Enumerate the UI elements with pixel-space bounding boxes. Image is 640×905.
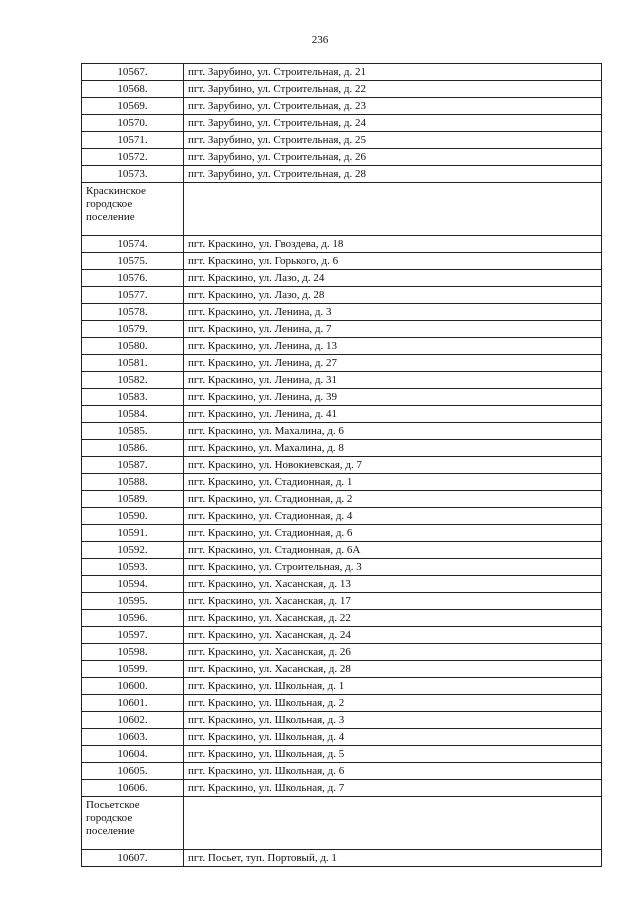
table-row: [82, 576, 602, 593]
row-number: 10595.: [82, 593, 184, 610]
row-address: пгт. Краскино, ул. Ленина, д. 13: [184, 338, 602, 355]
row-address: пгт. Краскино, ул. Хасанская, д. 22: [184, 610, 602, 627]
row-address: пгт. Краскино, ул. Школьная, д. 1: [184, 678, 602, 695]
table-row: [82, 372, 602, 389]
address-table-body: [82, 64, 602, 867]
table-row: [82, 406, 602, 423]
row-address: пгт. Зарубино, ул. Строительная, д. 24: [184, 115, 602, 132]
page-number: 236: [311, 34, 329, 46]
row-address: пгт. Посьет, туп. Портовый, д. 1: [184, 850, 602, 867]
table-row: [82, 149, 602, 166]
row-address: пгт. Краскино, ул. Гвоздева, д. 18: [184, 236, 602, 253]
row-address: пгт. Краскино, ул. Школьная, д. 7: [184, 780, 602, 797]
table-row: [82, 491, 602, 508]
row-address: пгт. Краскино, ул. Стадионная, д. 4: [184, 508, 602, 525]
row-address: пгт. Зарубино, ул. Строительная, д. 25: [184, 132, 602, 149]
row-number: 10596.: [82, 610, 184, 627]
row-number: 10576.: [82, 270, 184, 287]
table-row: [82, 746, 602, 763]
row-number: 10590.: [82, 508, 184, 525]
row-address: пгт. Краскино, ул. Хасанская, д. 24: [184, 627, 602, 644]
table-row: [82, 355, 602, 372]
row-address: пгт. Краскино, ул. Школьная, д. 3: [184, 712, 602, 729]
row-number: 10586.: [82, 440, 184, 457]
table-row: [82, 474, 602, 491]
table-row: [82, 440, 602, 457]
row-number: 10594.: [82, 576, 184, 593]
table-row: [82, 712, 602, 729]
table-row: [82, 593, 602, 610]
section-row: [82, 797, 602, 850]
table-row: [82, 236, 602, 253]
table-row: [82, 780, 602, 797]
row-address: пгт. Краскино, ул. Школьная, д. 5: [184, 746, 602, 763]
table-row: [82, 729, 602, 746]
row-number: 10591.: [82, 525, 184, 542]
row-number: 10599.: [82, 661, 184, 678]
row-number: 10582.: [82, 372, 184, 389]
row-number: 10577.: [82, 287, 184, 304]
row-number: 10567.: [82, 64, 184, 81]
table-row: [82, 610, 602, 627]
row-number: 10602.: [82, 712, 184, 729]
table-row: [82, 644, 602, 661]
row-address: пгт. Краскино, ул. Хасанская, д. 13: [184, 576, 602, 593]
row-address: пгт. Краскино, ул. Стадионная, д. 6: [184, 525, 602, 542]
row-address: пгт. Краскино, ул. Ленина, д. 41: [184, 406, 602, 423]
row-address: пгт. Зарубино, ул. Строительная, д. 23: [184, 98, 602, 115]
row-number: 10587.: [82, 457, 184, 474]
row-address: пгт. Краскино, ул. Хасанская, д. 28: [184, 661, 602, 678]
table-row: [82, 661, 602, 678]
row-number: 10568.: [82, 81, 184, 98]
row-address: пгт. Краскино, ул. Ленина, д. 27: [184, 355, 602, 372]
row-address: пгт. Краскино, ул. Ленина, д. 7: [184, 321, 602, 338]
row-number: 10606.: [82, 780, 184, 797]
row-number: 10600.: [82, 678, 184, 695]
row-address: пгт. Краскино, ул. Новокиевская, д. 7: [184, 457, 602, 474]
address-table: [81, 63, 602, 867]
table-row: [82, 457, 602, 474]
row-address: пгт. Краскино, ул. Школьная, д. 2: [184, 695, 602, 712]
row-number: 10601.: [82, 695, 184, 712]
table-row: [82, 81, 602, 98]
table-row: [82, 270, 602, 287]
row-address: пгт. Зарубино, ул. Строительная, д. 28: [184, 166, 602, 183]
section-empty-cell: [184, 183, 602, 236]
table-row: [82, 508, 602, 525]
row-address: пгт. Краскино, ул. Стадионная, д. 2: [184, 491, 602, 508]
row-number: 10605.: [82, 763, 184, 780]
row-number: 10592.: [82, 542, 184, 559]
section-title: Краскинское городское поселение: [82, 183, 184, 236]
row-number: 10580.: [82, 338, 184, 355]
table-row: [82, 115, 602, 132]
row-address: пгт. Краскино, ул. Лазо, д. 28: [184, 287, 602, 304]
row-number: 10581.: [82, 355, 184, 372]
table-row: [82, 304, 602, 321]
row-address: пгт. Краскино, ул. Хасанская, д. 17: [184, 593, 602, 610]
row-address: пгт. Краскино, ул. Ленина, д. 31: [184, 372, 602, 389]
section-title: Посьетское городское поселение: [82, 797, 184, 850]
table-row: [82, 321, 602, 338]
row-number: 10575.: [82, 253, 184, 270]
table-row: [82, 132, 602, 149]
row-number: 10583.: [82, 389, 184, 406]
table-row: [82, 627, 602, 644]
row-number: 10574.: [82, 236, 184, 253]
row-address: пгт. Краскино, ул. Ленина, д. 3: [184, 304, 602, 321]
row-number: 10589.: [82, 491, 184, 508]
table-row: [82, 423, 602, 440]
row-number: 10597.: [82, 627, 184, 644]
table-row: [82, 850, 602, 867]
table-row: [82, 98, 602, 115]
row-address: пгт. Зарубино, ул. Строительная, д. 22: [184, 81, 602, 98]
row-address: пгт. Краскино, ул. Стадионная, д. 6А: [184, 542, 602, 559]
row-address: пгт. Краскино, ул. Ленина, д. 39: [184, 389, 602, 406]
row-number: 10604.: [82, 746, 184, 763]
table-row: [82, 678, 602, 695]
row-number: 10573.: [82, 166, 184, 183]
table-row: [82, 166, 602, 183]
section-row: [82, 183, 602, 236]
row-address: пгт. Краскино, ул. Хасанская, д. 26: [184, 644, 602, 661]
table-row: [82, 253, 602, 270]
row-number: 10588.: [82, 474, 184, 491]
row-number: 10603.: [82, 729, 184, 746]
table-row: [82, 525, 602, 542]
row-address: пгт. Краскино, ул. Махалина, д. 8: [184, 440, 602, 457]
row-address: пгт. Зарубино, ул. Строительная, д. 21: [184, 64, 602, 81]
table-row: [82, 389, 602, 406]
table-row: [82, 338, 602, 355]
row-number: 10571.: [82, 132, 184, 149]
table-row: [82, 559, 602, 576]
row-address: пгт. Краскино, ул. Стадионная, д. 1: [184, 474, 602, 491]
row-address: пгт. Краскино, ул. Строительная, д. 3: [184, 559, 602, 576]
table-row: [82, 695, 602, 712]
row-number: 10578.: [82, 304, 184, 321]
row-address: пгт. Краскино, ул. Махалина, д. 6: [184, 423, 602, 440]
row-number: 10607.: [82, 850, 184, 867]
row-number: 10572.: [82, 149, 184, 166]
row-address: пгт. Краскино, ул. Школьная, д. 6: [184, 763, 602, 780]
row-number: 10598.: [82, 644, 184, 661]
row-address: пгт. Краскино, ул. Школьная, д. 4: [184, 729, 602, 746]
table-row: [82, 542, 602, 559]
row-number: 10593.: [82, 559, 184, 576]
row-number: 10569.: [82, 98, 184, 115]
table-row: [82, 763, 602, 780]
row-address: пгт. Краскино, ул. Лазо, д. 24: [184, 270, 602, 287]
row-number: 10584.: [82, 406, 184, 423]
row-number: 10579.: [82, 321, 184, 338]
row-address: пгт. Зарубино, ул. Строительная, д. 26: [184, 149, 602, 166]
section-empty-cell: [184, 797, 602, 850]
table-row: [82, 64, 602, 81]
row-number: 10585.: [82, 423, 184, 440]
row-number: 10570.: [82, 115, 184, 132]
row-address: пгт. Краскино, ул. Горького, д. 6: [184, 253, 602, 270]
table-row: [82, 287, 602, 304]
